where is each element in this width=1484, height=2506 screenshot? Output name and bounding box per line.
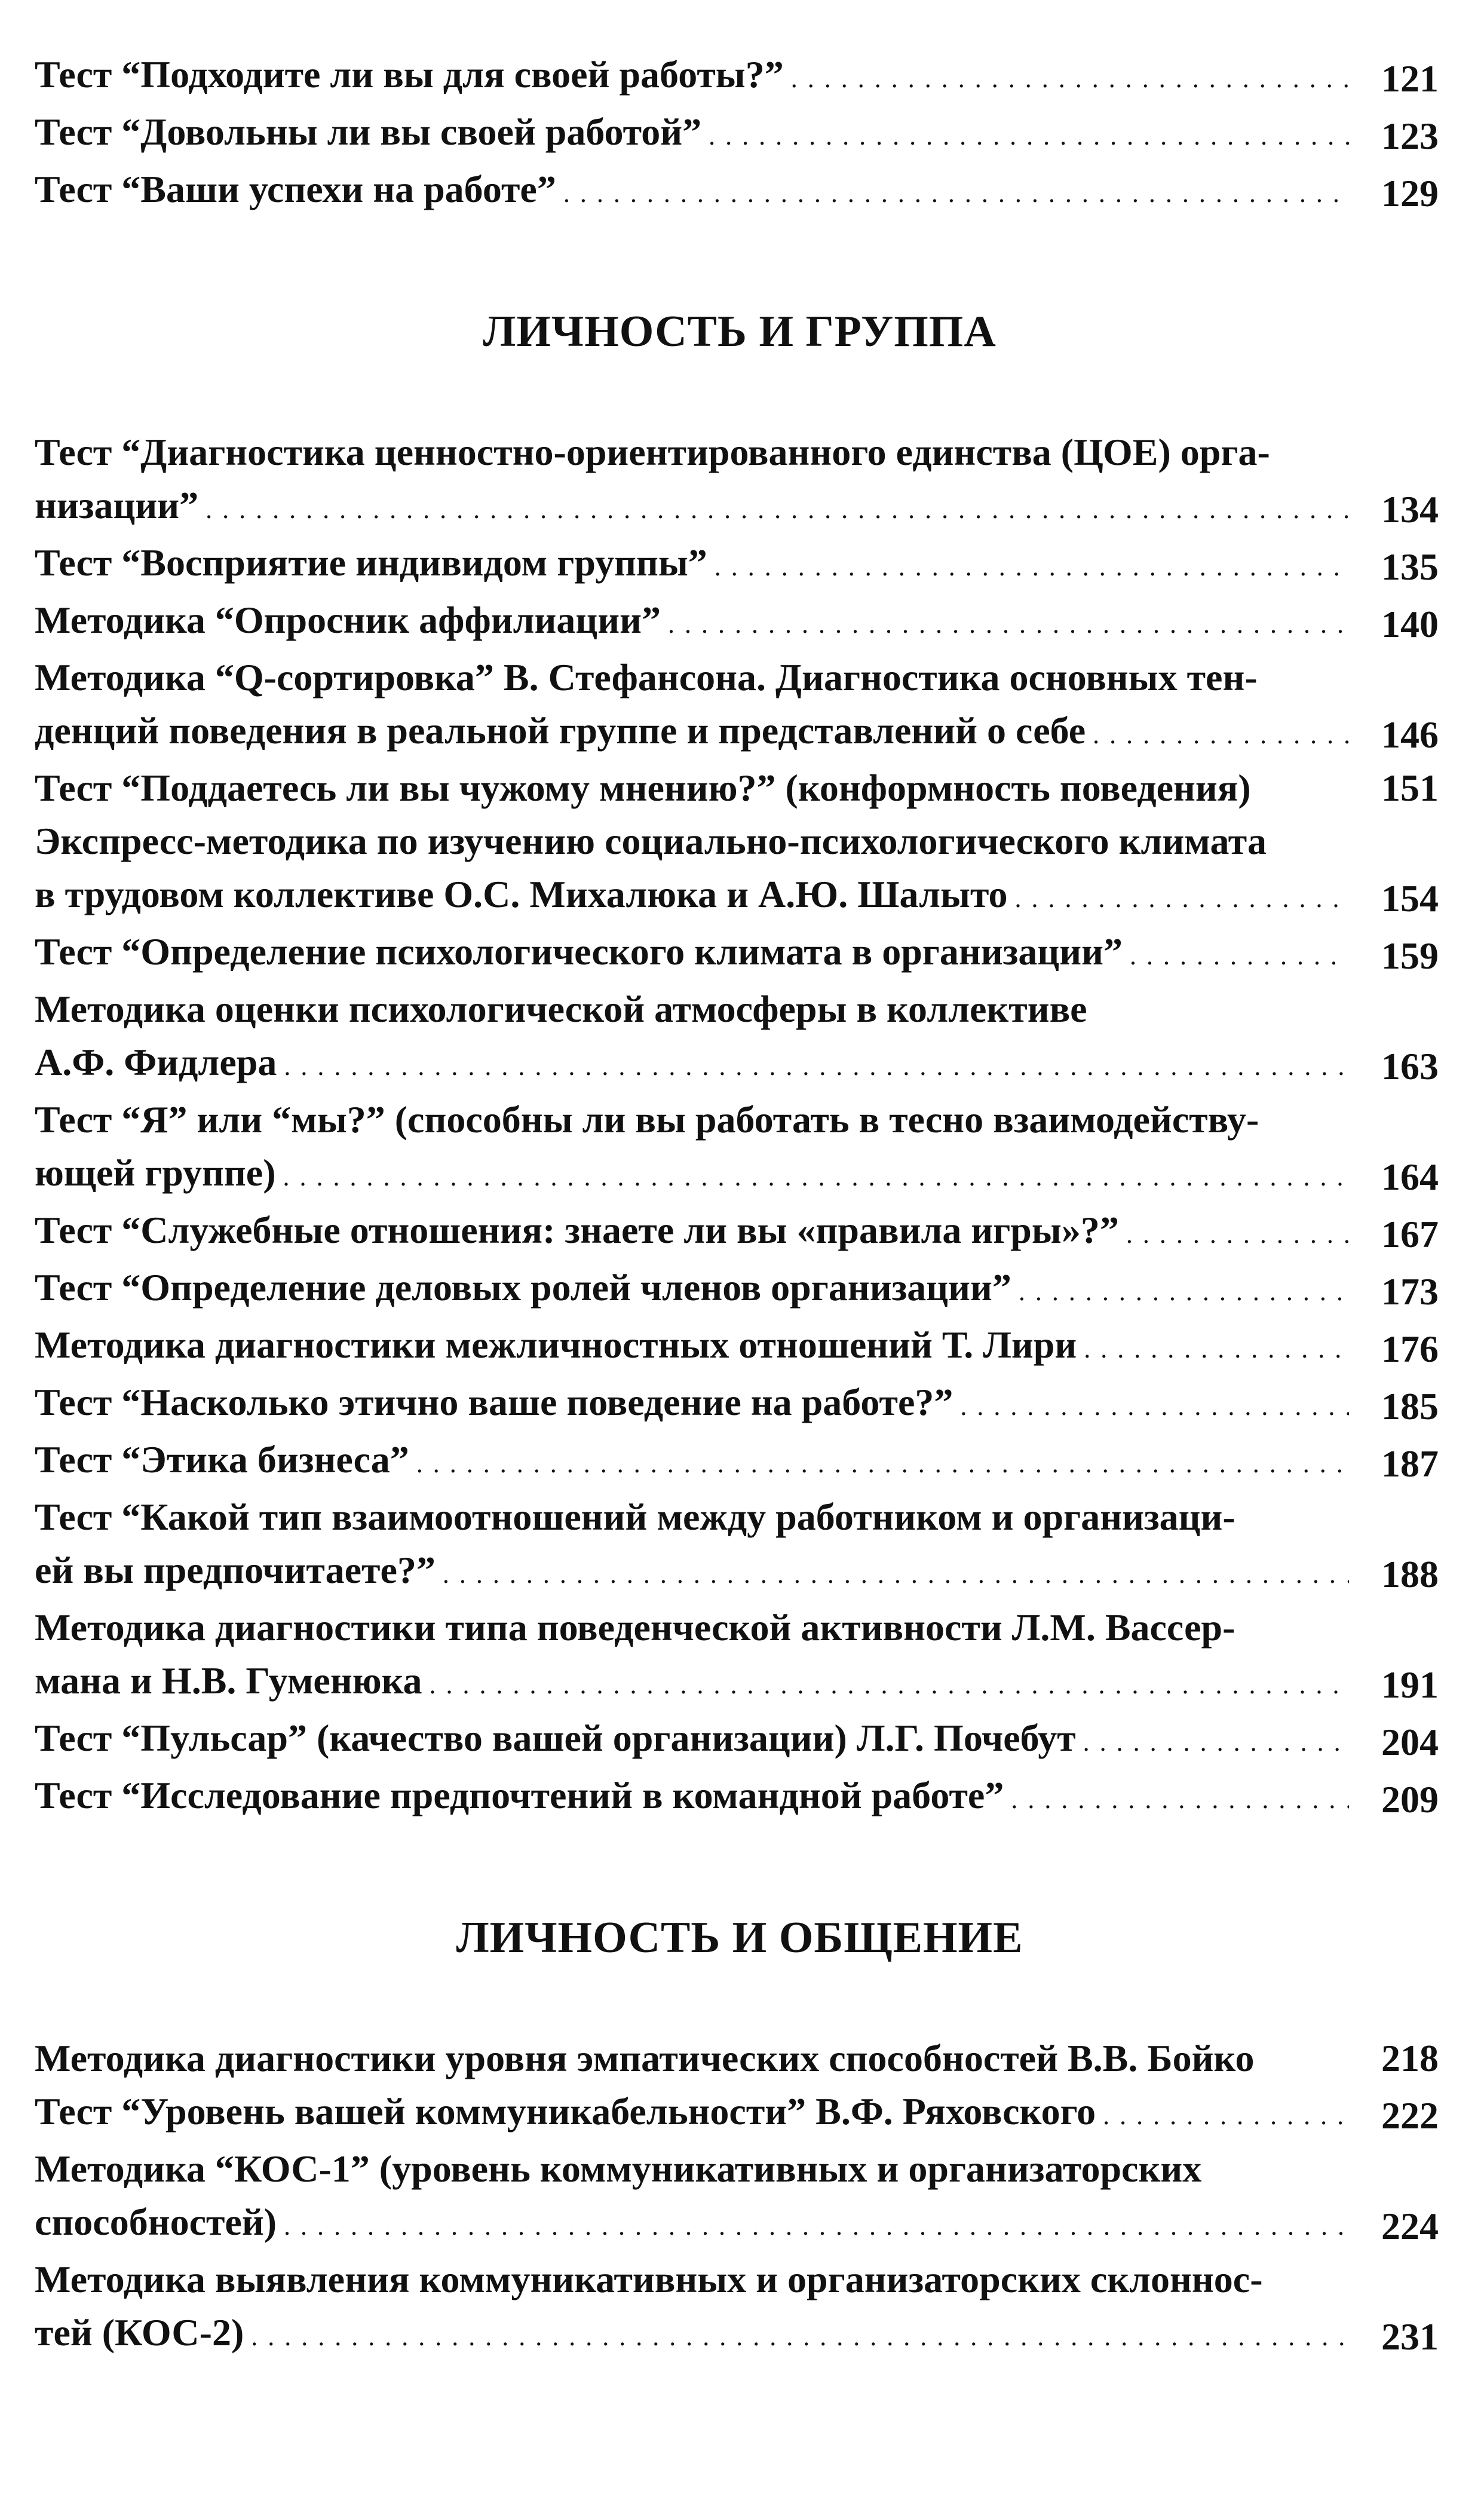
toc-entry: [35, 2032, 1445, 2085]
toc-section: [35, 307, 1445, 1826]
section-title: ЛИЧНОСТЬ И ОБЩЕНИЕ: [456, 1913, 1023, 1962]
page-number: 187: [1381, 1442, 1439, 1485]
toc-entry: [35, 2253, 1445, 2363]
entry-title: [35, 105, 1349, 163]
entry-line: Тест “Подходите ли вы для своей работы?”: [35, 53, 784, 96]
entry-line: в трудовом коллективе О.С. Михалюка и А.Ю. Шалыто: [35, 873, 1008, 915]
dot-leader: [1103, 2089, 1349, 2142]
page-number: 146: [1381, 713, 1439, 756]
entry-line: Методика диагностики межличностных отношений Т. Лири: [35, 1324, 1077, 1366]
entry-title: [35, 925, 1349, 982]
entry-title: [35, 1203, 1349, 1261]
entry-title: [35, 982, 1349, 1093]
dot-leader: [430, 1658, 1350, 1711]
page-number: 134: [1381, 488, 1439, 531]
toc-entry: [35, 1093, 1445, 1203]
toc-entry: [35, 1375, 1445, 1433]
entry-title: [35, 2032, 1349, 2085]
dot-leader: [791, 52, 1349, 105]
toc-entry: [35, 982, 1445, 1093]
entry-line: Тест “Пульсар” (качество вашей организации) Л.Г. Почебут: [35, 1717, 1076, 1759]
entry-line: Тест “Насколько этично ваше поведение на работе?”: [35, 1381, 953, 1423]
entry-line: Тест “Определение деловых ролей членов организации”: [35, 1266, 1011, 1309]
page-number: 209: [1381, 1778, 1439, 1821]
dot-leader: [443, 1548, 1349, 1601]
section-title: ЛИЧНОСТЬ И ГРУППА: [483, 307, 997, 356]
dot-leader: [1130, 929, 1349, 982]
dot-leader: [284, 2199, 1349, 2253]
entry-title: [35, 1601, 1349, 1711]
entry-line: ющей группе): [35, 1151, 276, 1194]
entry-line: Тест “Уровень вашей коммуникабельности” В.Ф. Ряховского: [35, 2090, 1096, 2133]
entry-line: Тест “Довольны ли вы своей работой”: [35, 111, 702, 153]
entry-line: Методика диагностики типа поведенческой активности Л.М. Вассер-: [35, 1606, 1235, 1649]
toc-entry: [35, 925, 1445, 982]
page-number: 204: [1381, 1721, 1439, 1763]
toc-entry: [35, 593, 1445, 651]
entry-title: [35, 2085, 1349, 2142]
dot-leader: [206, 483, 1349, 536]
entry-line: мана и Н.В. Гуменюка: [35, 1659, 422, 1702]
entry-title: [35, 2142, 1349, 2253]
entry-title: [35, 593, 1349, 651]
page-number: 140: [1381, 603, 1439, 645]
toc-entry: [35, 425, 1445, 536]
dot-leader: [283, 1150, 1350, 1203]
entry-line: Тест “Какой тип взаимоотношений между работником и организаци-: [35, 1496, 1235, 1538]
toc-entry: [35, 1433, 1445, 1490]
entry-title: [35, 1375, 1349, 1433]
entry-title: [35, 651, 1349, 761]
toc-entry: [35, 1769, 1445, 1826]
page-number: 218: [1381, 2037, 1439, 2079]
toc-section: [35, 1913, 1445, 2363]
entry-title: [35, 1490, 1349, 1601]
page-number: 167: [1381, 1213, 1439, 1255]
page-number: 176: [1381, 1328, 1439, 1370]
dot-leader: [416, 1437, 1349, 1490]
toc-section: [35, 48, 1445, 220]
toc-entry: [35, 1490, 1445, 1601]
page-number: 123: [1381, 115, 1439, 157]
entry-line: Методика “Q-сортировка” В. Стефансона. Диагностика основных тен-: [35, 656, 1258, 699]
entry-line: ей вы предпочитаете?”: [35, 1549, 436, 1591]
toc-entry: [35, 105, 1445, 163]
toc-entry: [35, 1203, 1445, 1261]
dot-leader: [563, 167, 1349, 220]
entry-line: низации”: [35, 484, 199, 526]
toc-entry: [35, 1261, 1445, 1318]
entry-line: Тест “Служебные отношения: знаете ли вы «правила игры»?”: [35, 1209, 1119, 1251]
entry-line: денций поведения в реальной группе и представлений о себе: [35, 709, 1086, 752]
dot-leader: [284, 1040, 1349, 1093]
page-number: 191: [1381, 1663, 1439, 1706]
entry-line: тей (КОС-2): [35, 2311, 244, 2354]
toc-entry: [35, 1601, 1445, 1711]
dot-leader: [1126, 1208, 1349, 1261]
entry-line: Методика “Опросник аффилиации”: [35, 599, 661, 641]
page-number: 222: [1381, 2094, 1439, 2137]
entry-line: Методика “КОС-1” (уровень коммуникативных и организаторских: [35, 2147, 1202, 2190]
toc-entry: [35, 2085, 1445, 2142]
toc-entry: [35, 651, 1445, 761]
entry-line: Тест “Я” или “мы?” (способны ли вы работать в тесно взаимодейству-: [35, 1098, 1259, 1141]
page-number: 159: [1381, 935, 1439, 977]
entry-title: [35, 1433, 1349, 1490]
page-number: 231: [1381, 2315, 1439, 2358]
page-number: 224: [1381, 2205, 1439, 2247]
entry-title: [35, 814, 1349, 925]
toc-entry: [35, 814, 1445, 925]
entry-line: Тест “Поддаетесь ли вы чужому мнению?” (конформность поведения): [35, 767, 1251, 809]
entry-line: Экспресс-методика по изучению социально-психологического климата: [35, 820, 1267, 862]
page-number: 188: [1381, 1553, 1439, 1595]
dot-leader: [1093, 708, 1349, 761]
entry-title: [35, 1261, 1349, 1318]
entry-title: [35, 1711, 1349, 1769]
entry-line: А.Ф. Фидлера: [35, 1041, 277, 1083]
entry-title: [35, 536, 1349, 593]
dot-leader: [668, 598, 1349, 651]
toc-entry: [35, 48, 1445, 105]
entry-title: [35, 1769, 1349, 1826]
table-of-contents: [35, 48, 1445, 2363]
entry-title: [35, 1093, 1349, 1203]
entry-line: Тест “Этика бизнеса”: [35, 1438, 409, 1481]
toc-entry: [35, 1711, 1445, 1769]
entry-title: [35, 163, 1349, 220]
dot-leader: [251, 2310, 1349, 2363]
page-number: 163: [1381, 1045, 1439, 1087]
page-number: 154: [1381, 877, 1439, 920]
dot-leader: [960, 1380, 1349, 1433]
entry-line: Тест “Диагностика ценностно-ориентированного единства (ЦОЕ) орга-: [35, 431, 1270, 473]
dot-leader: [709, 109, 1349, 163]
entry-title: [35, 2253, 1349, 2363]
toc-entry: [35, 1318, 1445, 1375]
entry-line: Тест “Ваши успехи на работе”: [35, 168, 556, 210]
page-number: 173: [1381, 1270, 1439, 1313]
entry-line: способностей): [35, 2201, 277, 2243]
dot-leader: [715, 540, 1349, 593]
entry-line: Тест “Определение психологического климата в организации”: [35, 930, 1123, 973]
page-number: 135: [1381, 546, 1439, 588]
dot-leader: [1011, 1773, 1349, 1826]
toc-entry: [35, 761, 1445, 814]
dot-leader: [1015, 872, 1349, 925]
toc-entry: [35, 536, 1445, 593]
dot-leader: [1083, 1715, 1349, 1769]
toc-entry: [35, 163, 1445, 220]
page-number: 129: [1381, 172, 1439, 215]
entry-line: Методика оценки психологической атмосферы в коллективе: [35, 988, 1087, 1030]
entry-title: [35, 425, 1349, 536]
dot-leader: [1019, 1265, 1349, 1318]
entry-title: [35, 1318, 1349, 1375]
toc-entry: [35, 2142, 1445, 2253]
page-number: 121: [1381, 57, 1439, 100]
entry-line: Тест “Восприятие индивидом группы”: [35, 541, 707, 584]
entry-title: [35, 761, 1349, 814]
page-number: 151: [1381, 767, 1439, 809]
entry-title: [35, 48, 1349, 105]
entry-line: Тест “Исследование предпочтений в командной работе”: [35, 1774, 1004, 1816]
dot-leader: [1084, 1322, 1349, 1375]
entry-line: Методика выявления коммуникативных и организаторских склоннос-: [35, 2258, 1263, 2300]
page-number: 164: [1381, 1156, 1439, 1198]
page-number: 185: [1381, 1385, 1439, 1427]
entry-line: Методика диагностики уровня эмпатических способностей В.В. Бойко: [35, 2037, 1255, 2079]
